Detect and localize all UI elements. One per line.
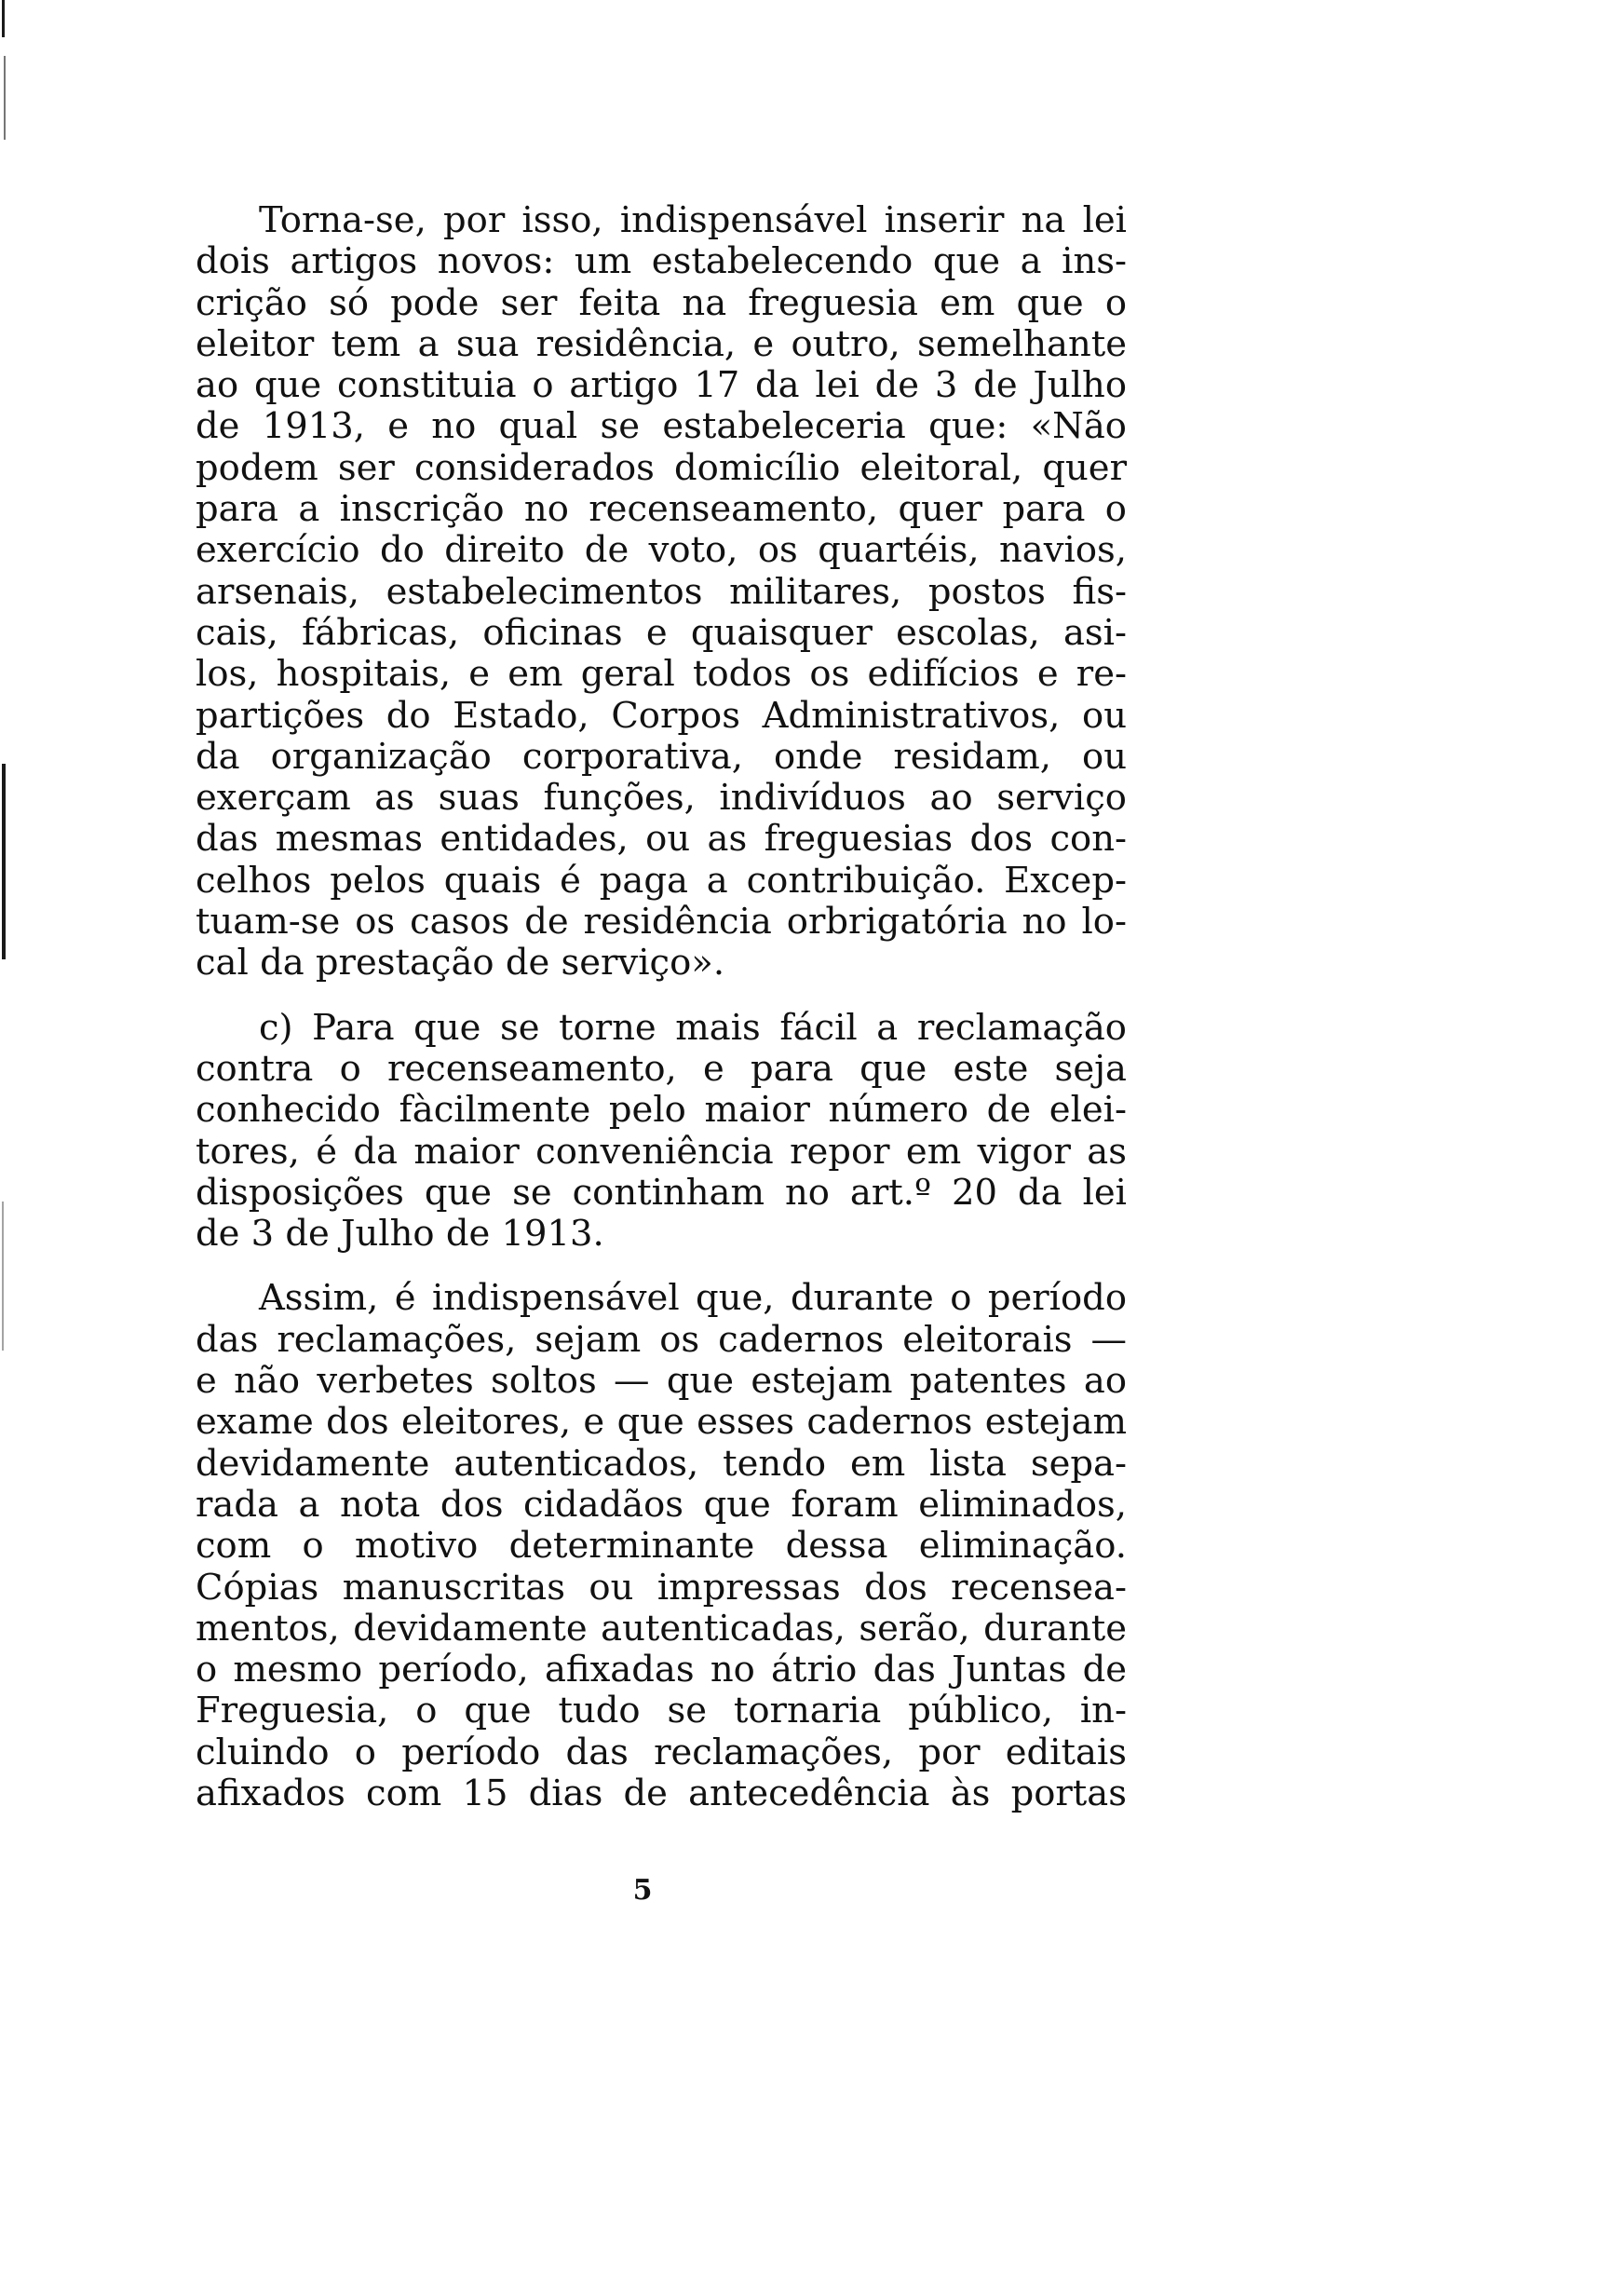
text-line: exercício do direito de voto, os quartéis, navios, (196, 529, 1127, 572)
paragraph (196, 1278, 1127, 1814)
text-line: arsenais, estabelecimentos militares, postos fis- (196, 570, 1127, 613)
text-line: disposições que se continham no art.º 20 da lei (196, 1171, 1127, 1214)
text-line: celhos pelos quais é paga a contribuição. Excep- (196, 859, 1127, 902)
text-line: tores, é da maior conveniência repor em vigor as (196, 1130, 1127, 1173)
text-line: conhecido fàcilmente pelo maior número de elei- (196, 1089, 1127, 1132)
text-line: afixados com 15 dias de antecedência às portas (196, 1772, 1127, 1814)
text-line: cluindo o período das reclamações, por editais (196, 1731, 1127, 1773)
text-line: cal da prestação de serviço». (196, 942, 725, 985)
text-line: de 3 de Julho de 1913. (196, 1213, 604, 1256)
paragraph (196, 200, 1127, 985)
text-line: devidamente autenticados, tendo em lista sepa- (196, 1442, 1127, 1485)
text-line: contra o recenseamento, e para que este seja (196, 1047, 1127, 1090)
text-line: ao que constituia o artigo 17 da lei de 3 de Julho (196, 364, 1127, 407)
text-line: dois artigos novos: um estabelecendo que a ins- (196, 240, 1127, 283)
text-line: das reclamações, sejam os cadernos eleitorais — (196, 1318, 1127, 1361)
scan-edge-mark (2, 1202, 4, 1351)
text-line: e não verbetes soltos — que estejam patentes ao (196, 1360, 1127, 1403)
text-line: Assim, é indispensável que, durante o período (259, 1277, 1127, 1320)
scan-edge-mark (2, 764, 6, 959)
text-line: Torna-se, por isso, indispensável inserir na lei (259, 199, 1127, 241)
text-line: cais, fábricas, oficinas e quaisquer escolas, asi- (196, 611, 1127, 654)
text-line: o mesmo período, afixadas no átrio das Juntas de (196, 1649, 1127, 1691)
text-line: tuam-se os casos de residência orbrigatória no lo- (196, 901, 1127, 944)
text-line: partições do Estado, Corpos Administrativos, ou (196, 694, 1127, 737)
text-line: rada a nota dos cidadãos que foram eliminados, (196, 1483, 1127, 1526)
text-line: com o motivo determinante dessa eliminação. (196, 1525, 1127, 1568)
text-line: Cópias manuscritas ou impressas dos recensea- (196, 1566, 1127, 1609)
text-line: de 1913, e no qual se estabeleceria que: «Não (196, 405, 1127, 448)
text-line: crição só pode ser feita na freguesia em que o (196, 281, 1127, 324)
text-line: c) Para que se torne mais fácil a reclamação (259, 1006, 1127, 1049)
text-line: Freguesia, o que tudo se tornaria público, in- (196, 1690, 1127, 1732)
text-line: los, hospitais, e em geral todos os edifícios e re- (196, 653, 1127, 696)
text-line: exerçam as suas funções, indivíduos ao serviço (196, 777, 1127, 820)
paragraph (196, 1008, 1127, 1256)
body-text (196, 200, 1127, 1814)
scan-edge-mark (2, 0, 5, 37)
text-line: exame dos eleitores, e que esses cadernos estejam (196, 1401, 1127, 1444)
text-line: mentos, devidamente autenticadas, serão, durante (196, 1607, 1127, 1650)
text-line: eleitor tem a sua residência, e outro, semelhante (196, 322, 1127, 365)
text-line: das mesmas entidades, ou as freguesias dos con- (196, 818, 1127, 861)
scan-edge-mark (4, 56, 6, 140)
text-line: podem ser considerados domicílio eleitoral, quer (196, 446, 1127, 489)
text-line: para a inscrição no recenseamento, quer para o (196, 488, 1127, 531)
text-line: da organização corporativa, onde residam, ou (196, 735, 1127, 778)
page-number: 5 (632, 1874, 653, 1907)
